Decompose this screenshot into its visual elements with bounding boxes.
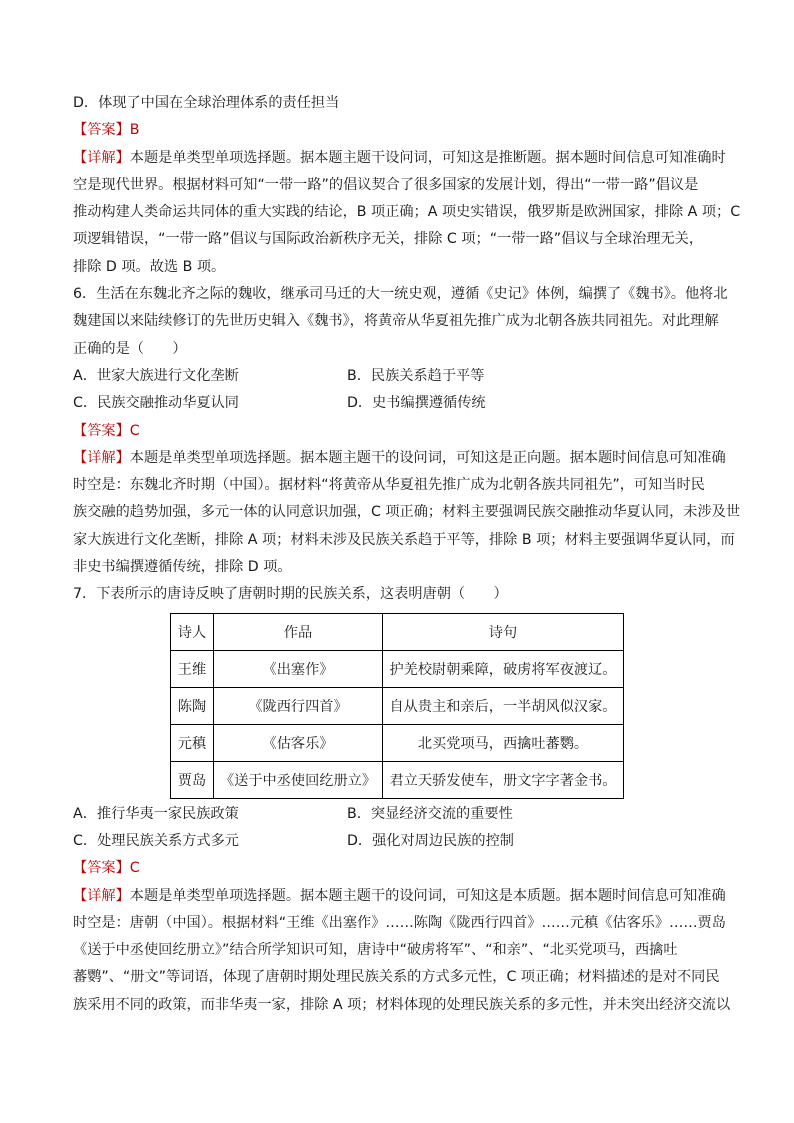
- table-cell: 自从贵主和亲后，一半胡风似汉家。: [383, 687, 624, 724]
- answer-tag: 【答案】: [73, 422, 130, 439]
- q6-options-row: [73, 390, 723, 417]
- q6-stem-line: 6．生活在东魏北齐之际的魏收，继承司马迁的大一统史观，遵循《史记》体例，编撰了《魏书》。他将北: [73, 286, 728, 303]
- table-cell: 君立天骄发使车，册文字字著金书。: [383, 761, 624, 798]
- q6-stem-line: 魏建国以来陆续修订的先世历史辑入《魏书》，将黄帝从华夏祖先推广成为北朝各族共同祖先。对此理解: [73, 313, 719, 330]
- q6-option-d: D．史书编撰遵循传统: [347, 395, 486, 412]
- q6-detail-line: 【详解】本题是单类型单项选择题。据本题主题干的设问词，可知这是正向题。据本题时间信息可知准确: [73, 449, 726, 466]
- q7-stem: 7．下表所示的唐诗反映了唐朝时期的民族关系，这表明唐朝（ ）: [73, 586, 508, 603]
- detail-tag: 【详解】: [73, 449, 130, 466]
- q6-option-a: A．世家大族进行文化垄断: [73, 367, 239, 384]
- q5-detail-line: 排除 D 项。故选 B 项。: [73, 258, 226, 275]
- q7-option-a: A．推行华夷一家民族政策: [73, 805, 239, 822]
- q6-detail-line: 家大族进行文化垄断，排除 A 项；材料未涉及民族关系趋于平等，排除 B 项；材料主要强调华夏认同，而: [73, 531, 735, 548]
- q6-options-row: [73, 363, 723, 390]
- answer-tag: 【答案】: [73, 122, 130, 139]
- q6-answer: [73, 418, 723, 445]
- table-cell: 元稹: [171, 724, 214, 761]
- q7-detail-line: 时空是：唐朝（中国）。根据材料“王维《出塞作》……陈陶《陇西行四首》……元稹《估客乐》……贾岛: [73, 914, 726, 931]
- document-page: [73, 90, 741, 1019]
- q7-detail-line: 《送于中丞使回纥册立》”结合所学知识可知，唐诗中“破虏将军”、“和亲”、“北买党项马，西擒吐: [73, 942, 678, 959]
- q7-detail-line: 蕃鹦”、“册文”等词语，体现了唐朝时期处理民族关系的方式多元性，C 项正确；材料描述的是对不同民: [73, 969, 720, 986]
- table-cell: 《出塞作》: [214, 650, 383, 687]
- q5-detail-line: 项逻辑错误，“一带一路”倡议与国际政治新秩序无关，排除 C 项；“一带一路”倡议与全球治理无关，: [73, 231, 704, 248]
- q7-options-row: [73, 828, 723, 855]
- detail-tag: 【详解】: [73, 149, 130, 166]
- q6-detail-line: 时空是：东魏北齐时期（中国）。据材料“将黄帝从华夏祖先推广成为北朝各族共同祖先”，可知当时民: [73, 477, 705, 494]
- q5-detail-line: 【详解】本题是单类型单项选择题。据本题主题干设问词，可知这是推断题。据本题时间信息可知准确时: [73, 149, 726, 166]
- q7-option-c: C．处理民族关系方式多元: [73, 832, 239, 849]
- q6-stem-line: 正确的是（ ）: [73, 340, 187, 357]
- table-header-cell: 诗人: [171, 613, 214, 650]
- q7-answer: [73, 855, 723, 882]
- q7-detail-line: 【详解】本题是单类型单项选择题。据本题主题干的设问词，可知这是本质题。据本题时间信息可知准确: [73, 887, 726, 904]
- table-cell: 贾岛: [171, 761, 214, 798]
- table-cell: 陈陶: [171, 687, 214, 724]
- answer-value: B: [129, 122, 140, 139]
- q5-option-d: D．体现了中国在全球治理体系的责任担当: [73, 95, 340, 111]
- table-cell: 护羌校尉朝乘障，破虏将军夜渡辽。: [383, 650, 624, 687]
- table-header-row: [171, 613, 624, 650]
- table-row: [171, 724, 624, 761]
- q5-detail-line: 空是现代世界。根据材料可知“一带一路”的倡议契合了很多国家的发展计划，得出“一带一路”倡议是: [73, 176, 699, 193]
- q7-options-row: [73, 801, 723, 828]
- q6-detail-line: 族交融的趋势加强，多元一体的认同意识加强，C 项正确；材料主要强调民族交融推动华夏认同，未涉及世: [73, 504, 741, 521]
- q5-answer: [73, 117, 723, 144]
- q6-option-c: C．民族交融推动华夏认同: [73, 395, 239, 412]
- q5-detail-line: 推动构建人类命运共同体的重大实践的结论，B 项正确；A 项史实错误，俄罗斯是欧洲国家，排除 A 项；C: [73, 204, 741, 221]
- table-cell: 《送于中丞使回纥册立》: [214, 761, 383, 798]
- q6-detail-line: 非史书编撰遵循传统，排除 D 项。: [73, 559, 292, 576]
- q7-option-d: D．强化对周边民族的控制: [347, 832, 514, 849]
- table-header-cell: 诗句: [383, 613, 624, 650]
- detail-tag: 【详解】: [73, 887, 130, 904]
- table-row: [171, 761, 624, 798]
- answer-tag: 【答案】: [73, 860, 130, 877]
- q6-option-b: B．民族关系趋于平等: [347, 367, 485, 384]
- answer-value: C: [129, 422, 140, 439]
- answer-value: C: [129, 860, 140, 877]
- q7-option-b: B．突显经济交流的重要性: [347, 805, 513, 822]
- table-row: [171, 687, 624, 724]
- poem-table: [170, 613, 624, 799]
- table-cell: 《陇西行四首》: [214, 687, 383, 724]
- table-header-cell: 作品: [214, 613, 383, 650]
- table-cell: 北买党项马，西擒吐蕃鹦。: [383, 724, 624, 761]
- table-cell: 王维: [171, 650, 214, 687]
- q7-detail-line: 族采用不同的政策，而非华夷一家，排除 A 项；材料体现的处理民族关系的多元性，并未突出经济交流以: [73, 996, 731, 1013]
- table-row: [171, 650, 624, 687]
- table-cell: 《估客乐》: [214, 724, 383, 761]
